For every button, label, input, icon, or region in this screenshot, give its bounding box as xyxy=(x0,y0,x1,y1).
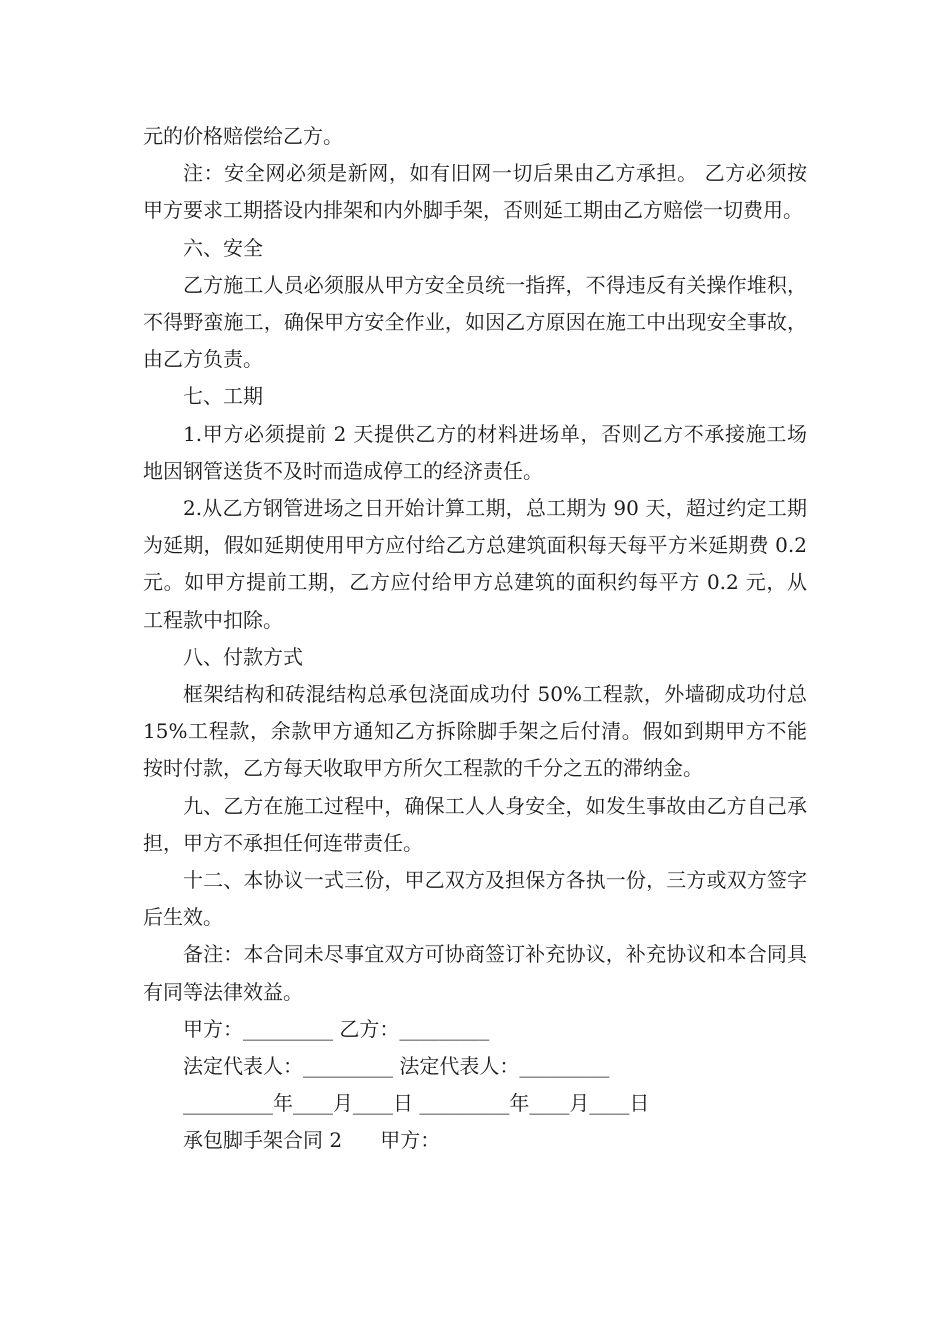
section-heading-schedule: 七、工期 xyxy=(183,384,263,409)
paragraph-schedule-1: 1.甲方必须提前 2 天提供乙方的材料进场单，否则乙方不承接施工场地因钢管送货不及时而造成停工的经济责任。 xyxy=(143,421,807,483)
document-body xyxy=(143,118,807,1160)
signature-parties: 甲方：_________ 乙方：_________ xyxy=(183,1016,490,1041)
paragraph-safety-net-note: 注：安全网必须是新网，如有旧网一切后果由乙方承担。 乙方必须按甲方要求工期搭设内排架和内外脚手架，否则延工期由乙方赔偿一切费用。 xyxy=(143,161,807,223)
paragraph-clause-nine: 九、乙方在施工过程中，确保工人人身安全，如发生事故由乙方自己承担，甲方不承担任何连带责任。 xyxy=(143,793,807,855)
signature-dates: _________年____月____日 _________年____月____日 xyxy=(183,1091,650,1116)
section-heading-safety: 六、安全 xyxy=(183,235,263,260)
signature-representatives: 法定代表人：_________ 法定代表人：_________ xyxy=(183,1054,610,1079)
paragraph-safety: 乙方施工人员必须服从甲方安全员统一指挥，不得违反有关操作堆积，不得野蛮施工，确保甲方安全作业，如因乙方原因在施工中出现安全事故，由乙方负责。 xyxy=(143,272,807,372)
paragraph-compensation-end: 元的价格赔偿给乙方。 xyxy=(143,124,343,148)
paragraph-clause-twelve: 十二、本协议一式三份，甲乙双方及担保方各执一份，三方或双方签字后生效。 xyxy=(143,868,807,930)
next-contract-heading: 承包脚手架合同 2 甲方： xyxy=(183,1128,441,1153)
paragraph-payment: 框架结构和砖混结构总承包浇面成功付 50%工程款，外墙砌成功付总 15%工程款，余款甲方通知乙方拆除脚手架之后付清。假如到期甲方不能按时付款，乙方每天收取甲方所欠工程款的千分之五的滞纳金。 xyxy=(143,682,807,781)
paragraph-schedule-2: 2.从乙方钢管进场之日开始计算工期，总工期为 90 天，超过约定工期为延期，假如延期使用甲方应付给乙方总建筑面积每天每平方米延期费 0.2 元。如甲方提前工期，乙方应付给甲方总建筑的面积约每平方 0.2 元，从工程款中扣除。 xyxy=(143,496,807,632)
paragraph-remarks: 备注：本合同未尽事宜双方可协商签订补充协议，补充协议和本合同具有同等法律效益。 xyxy=(143,942,807,1004)
section-heading-payment: 八、付款方式 xyxy=(183,644,303,669)
